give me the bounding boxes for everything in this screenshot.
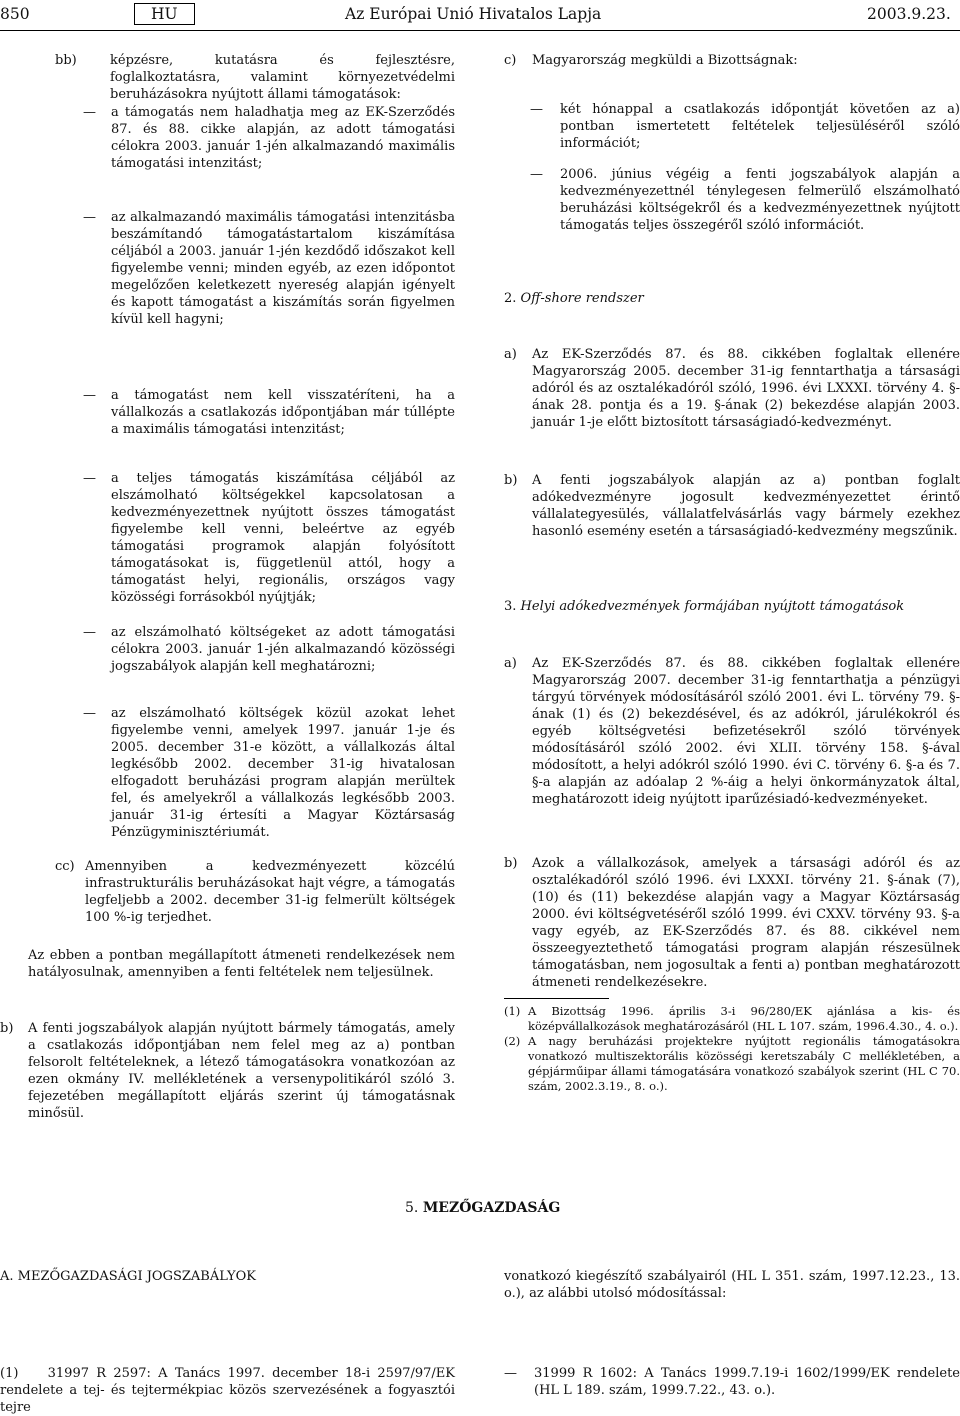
c-item-text: 2006. június végéig a fenti jogszabályok alapján a kedvezményezettnél ténylegesen felmerülő elszámolható beruházási költségekről és a kedvezményezettnek nyújtott támogatás teljes összegéről szóló információt. [560,167,960,233]
section-2-number: 2. [504,291,517,306]
section-5-number: 5. [405,1200,419,1216]
header-rule [0,30,960,31]
a-text: Az EK-Szerződés 87. és 88. cikkében foglaltak ellenére Magyarország 2005. december 31-ig fenntarthatja a társasági adóról és az osztalékadóról szóló, 1996. évi LXXXI. törvény 4. §-ának 28. pontja és a 19. §-ának (2) bekezdése alapján 2003. január 1-je előtt biztosított társaságiadó-kedvezményt. [532,347,960,430]
section-2-heading [504,290,960,307]
dash-marker: — [83,210,96,225]
footnote-text: A Bizottság 1996. április 3-i 96/280/EK ajánlása a kis- és középvállalkozások meghatározásáról (HL L 107. szám, 1996.4.30., 4. o.). [528,1004,960,1033]
c-item-text: két hónappal a csatlakozás időpontját követően az a) pontban ismertetett feltételek teljesüléséről szóló információt; [560,102,960,151]
bb-item-text: az elszámolható költségek közül azokat lehet figyelembe venni, amelyek 1997. január 1-je és 2005. december 31-e között, a vállalkozás által legkésőbb 2002. december 31-ig hivatalosan elfogadott beruházási program alapján merültek fel, és amelyekről a vállalkozás legkésőbb 2003. január 31-ig értesíti a Magyar Köztársaság Pénzügyminisztériumát. [111,706,455,840]
footnote-2 [504,1034,960,1094]
bb-label: bb) [55,53,77,68]
footnote-mark: (2) [504,1034,521,1048]
section-2-a [504,346,960,431]
bb-item-text: a támogatás nem haladhatja meg az EK-Szerződés 87. és 88. cikke alapján, az adott támogatási célokra 2003. január 1-jén alkalmazandó maximális támogatási intenzitást; [111,105,455,171]
right-item-text: 31999 R 1602: A Tanács 1999.7.19-i 1602/1999/EK rendelete (HL L 189. szám, 1999.7.22., 43. o.). [534,1366,960,1398]
a-text: Az EK-Szerződés 87. és 88. cikkében foglaltak ellenére Magyarország 2007. december 31-ig fenntarthatja a pénzügyi tárgyú törvények módosításáról szóló 2001. évi L. törvény 79. §-ának (1) és (2) bekezdésével, és az adókról, járulékokról és egyéb költségvetési befizetésekről szóló törvények módosításáról szóló 2002. évi XLII. törvény 158. §-ával módosított, a helyi adókról szóló 1990. évi C. törvény 6. §-a és 7. §-a alapján az adóalap 2 %-áig a helyi önkormányzatok által, meghatározott ideig nyújtott iparűzésiadó-kedvezményeket. [532,656,960,807]
bb-item-text: az alkalmazandó maximális támogatási intenzitásba beszámítandó támogatástartalom kiszámítása céljából a 2003. január 1-jén kezdődő időszakot kell figyelembe venni; minden egyéb, az ezen időpontot megelőzően keletkezett nyereség alapján igényelt és kapott támogatást a kiszámítás során figyelmen kívül kell hagyni; [111,210,455,327]
b-label: b) [504,856,518,871]
left-b-block [0,1020,455,1122]
b-text: A fenti jogszabályok alapján az a) pontban foglalt adókedvezményre jogosult kedvezményezettet érintő vállalategyesülés, vállalatfelvásárlás vagy bármely ezekhez hasonló esemény esetén a társaságiadó-kedvezmény megszűnik. [532,473,960,539]
section-5-right-text: vonatkozó kiegészítő szabályairól (HL L 351. szám, 1997.12.23., 13. o.), az alábbi utolsó módosítással: [504,1269,960,1301]
subsection-a-title: A. MEZŐGAZDASÁGI JOGSZABÁLYOK [0,1269,256,1284]
section-2-title: Off-shore rendszer [520,291,644,306]
transitional-paragraph: Az ebben a pontban megállapított átmeneti rendelkezések nem hatályosulnak, amennyiben a fenti feltételek nem teljesülnek. [28,948,455,980]
footnote-mark: (1) [504,1004,521,1018]
section-5-title: MEZŐGAZDASÁG [422,1200,561,1216]
section-5-heading [405,1200,705,1217]
bb-item-2 [83,209,455,328]
language-code-box: HU [134,3,195,25]
section-5-right-item [504,1365,960,1399]
c-item-2 [530,166,960,234]
section-2-b [504,472,960,540]
issue-date: 2003.9.23. [867,5,951,23]
left-bb-block [55,52,455,103]
bb-item-4 [83,470,455,606]
footnote-rule [504,998,609,999]
section-3-a [504,655,960,808]
section-5-item-1: (1) 31997 R 2597: A Tanács 1997. december 18-i 2597/97/EK rendelete a tej- és tejtermékpiac közös szervezésének a fogyasztói tejre [0,1366,460,1415]
b-text: A fenti jogszabályok alapján nyújtott bármely támogatás, amely a csatlakozás időpontjában nem felel meg az a) pontban felsorolt feltételeknek, a létező támogatásokra vonatkozóan az ezen okmány IV. mellékletének a versenypolitikáról szóló 3. fejezetében megállapított eljárás szerint új támogatásnak minősül. [28,1021,455,1121]
c-label: c) [504,53,517,68]
dash-marker: — [83,388,96,403]
journal-title: Az Európai Unió Hivatalos Lapja [345,5,602,23]
bb-item-text: a támogatást nem kell visszatéríteni, ha a vállalkozás a csatlakozás időpontjában már túllépte a maximális támogatási intenzitást; [111,388,455,437]
dash-marker: — [83,625,96,640]
bb-item-1 [83,104,455,172]
dash-marker: — [530,102,543,117]
bb-item-3 [83,387,455,438]
page-number: 850 [0,5,30,23]
a-label: a) [504,347,517,362]
bb-item-6 [83,705,455,841]
cc-block [55,858,455,926]
cc-label: cc) [55,859,75,874]
dash-marker: — [83,105,96,120]
section-3-heading [504,598,960,615]
section-3-b [504,855,960,991]
section-3-number: 3. [504,599,517,614]
b-label: b) [0,1021,14,1036]
cc-text: Amennyiben a kedvezményezett közcélú infrastrukturális beruházásokat hajt végre, a támogatás legfeljebb a 2002. december 31-ig felmerült költségek 100 %-ig terjedhet. [85,859,455,925]
c-item-1 [530,101,960,152]
bb-item-5 [83,624,455,675]
bb-item-text: a teljes támogatás kiszámítása céljából az elszámolható költségekkel kapcsolatosan a kedvezményezettnek nyújtott összes támogatást figyelembe kell venni, beleértve az egyéb támogatási programok alapján folyósított támogatásokat is, függetlenül attól, hogy a támogatást helyi, regionális, országos vagy közösségi forrásokból nyújtják; [111,471,455,605]
dash-marker: — [83,471,96,486]
section-3-title: Helyi adókedvezmények formájában nyújtott támogatások [520,599,905,614]
bb-item-text: az elszámolható költségeket az adott támogatási célokra 2003. január 1-jén alkalmazandó közösségi jogszabályok alapján kell meghatározni; [111,625,455,674]
a-label: a) [504,656,517,671]
dash-marker: — [83,706,96,721]
c-text: Magyarország megküldi a Bizottságnak: [532,53,798,68]
footnote-text: A nagy beruházási projektekre nyújtott regionális támogatásokra vonatkozó multiszektorális közösségi keretszabály C mellékletében, a gépjárműipar állami támogatására vonatkozó szabályok szerint (HL C 70. szám, 2002.3.19., 8. o.). [528,1034,960,1093]
bb-text: képzésre, kutatásra és fejlesztésre, foglalkoztatásra, valamint környezetvédelmi beruházásokra nyújtott állami támogatások: [110,53,455,102]
b-label: b) [504,473,518,488]
footnote-1 [504,1004,960,1034]
dash-marker: — [530,167,543,182]
dash-marker: — [504,1366,517,1381]
b-text: Azok a vállalkozások, amelyek a társasági adóról és az osztalékadóról szóló 1996. évi LXXXI. törvény 21. §-ának (7), (10) és (11) bekezdése alapján vagy a Magyar Köztársaság 2000. évi költségvetéséről szóló 1999. évi CXXV. törvény 93. §-a vagy egyéb, az EK-Szerződés 87. és 88. cikkével nem összeegyeztethető támogatási program alapján részesülnek támogatásban, nem jogosultak a fenti a) pontban meghatározott átmeneti rendelkezésekre. [532,856,960,990]
